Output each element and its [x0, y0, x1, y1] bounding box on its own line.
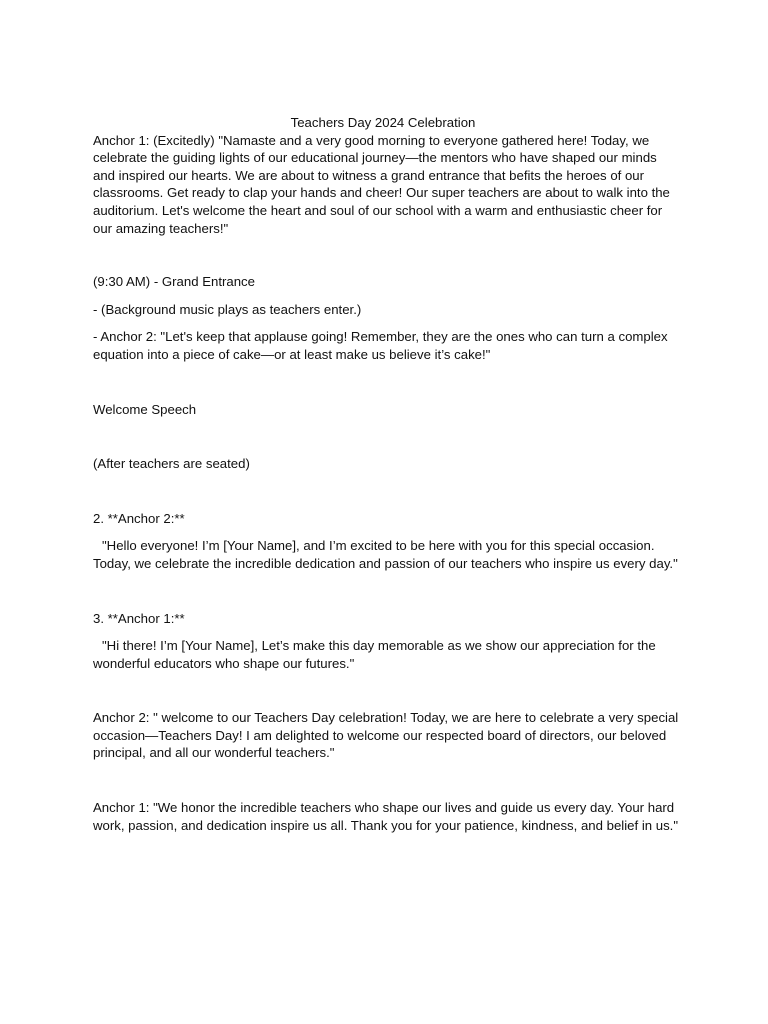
anchor-1-honor-paragraph: Anchor 1: "We honor the incredible teachers who shape our lives and guide us every day. Your hard work, passion, and dedication inspire us all. Thank you for your patience, kindness, and belief in us." — [93, 800, 679, 833]
anchor-2-hello-paragraph: "Hello everyone! I’m [Your Name], and I’m excited to be here with you for this special occasion. Today, we celebrate the incredible dedication and passion of our teachers who inspire us every day." — [93, 538, 678, 571]
anchor-1-opening-paragraph: Anchor 1: (Excitedly) "Namaste and a very good morning to everyone gathered here! Today, we celebrate the guiding lights of our educational journey—the mentors who have shaped our minds and inspired our hearts. We are about to witness a grand entrance that befits the heroes of our classrooms. Get ready to clap your hands and cheer! Our super teachers are about to walk into the auditorium. Let's welcome the heart and soul of our school with a warm and enthusiastic cheer for our amazing teachers!" — [93, 132, 670, 236]
anchor-1-hi-paragraph: "Hi there! I’m [Your Name], Let’s make this day memorable as we show our appreciation for the wonderful educators who shape our futures." — [93, 638, 656, 671]
document-title: Teachers Day 2024 Celebration — [290, 115, 476, 130]
grand-entrance-heading: (9:30 AM) - Grand Entrance — [93, 274, 255, 290]
background-music-note: - (Background music plays as teachers enter.) — [93, 301, 362, 317]
anchor-2-applause-line: - Anchor 2: "Let's keep that applause going! Remember, they are the ones who can turn a complex equation into a piece of cake—or at least make us believe it’s cake!" — [93, 329, 668, 362]
document-body — [93, 114, 681, 834]
anchor-2-label: 2. **Anchor 2:** — [93, 510, 185, 526]
after-seated-note: (After teachers are seated) — [93, 456, 250, 472]
anchor-2-welcome-paragraph: Anchor 2: " welcome to our Teachers Day celebration! Today, we are here to celebrate a very special occasion—Teachers Day! I am delighted to welcome our respected board of directors, our beloved principal, and all our wonderful teachers." — [93, 710, 679, 761]
anchor-1-label: 3. **Anchor 1:** — [93, 610, 185, 626]
welcome-speech-heading: Welcome Speech — [93, 401, 197, 417]
